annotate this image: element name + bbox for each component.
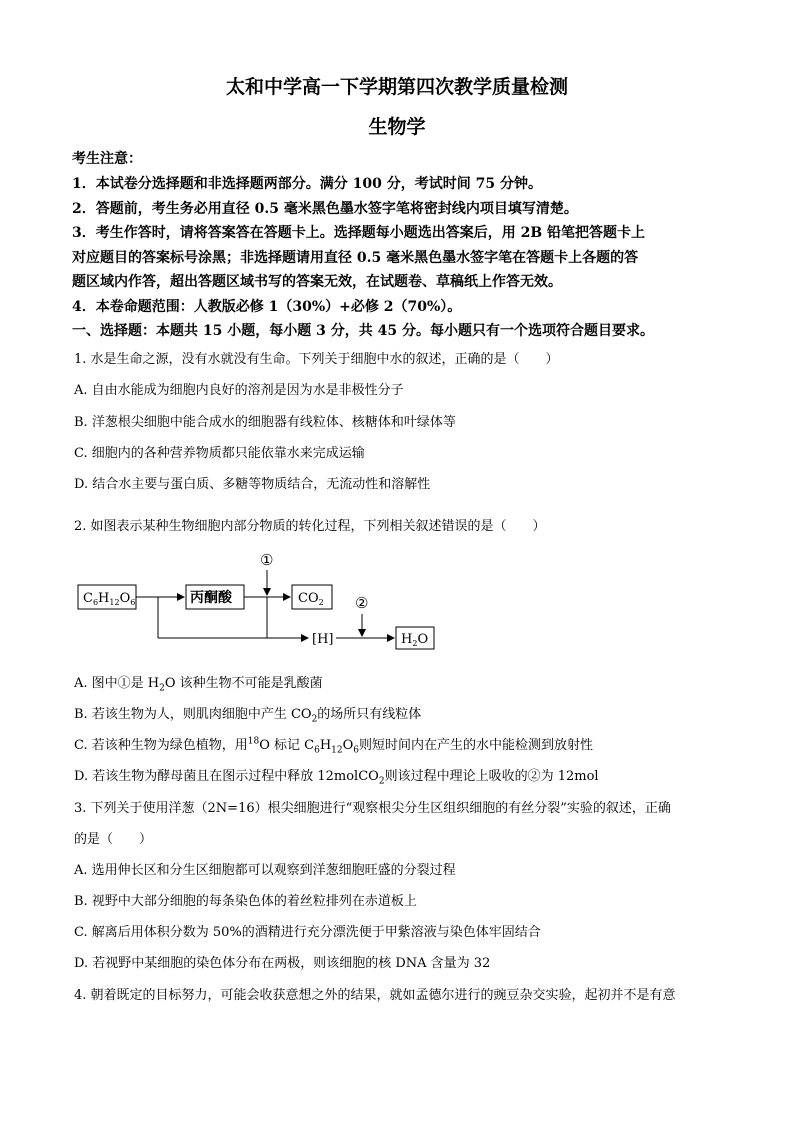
- pyruvate-label: 丙酮酸: [190, 590, 232, 606]
- q2-stem: 2. 如图表示某种生物细胞内部分物质的转化过程，下列相关叙述错误的是（ ）: [74, 519, 546, 534]
- q3-option-b: B. 视野中大部分细胞的每条染色体的着丝粒排列在赤道板上: [74, 894, 417, 909]
- notice-line-2: 2．答题前，考生务必用直径 0.5 毫米黑色墨水签字笔将密封线内项目填写清楚。: [72, 201, 578, 217]
- q3-stem-line1: 3. 下列关于使用洋葱（2N=16）根尖细胞进行“观察根尖分生区组织细胞的有丝分裂”实验的叙述，正确: [74, 801, 671, 816]
- q1-option-a: A. 自由水能成为细胞内良好的溶剂是因为水是非极性分子: [74, 383, 404, 398]
- metabolism-diagram: [74, 548, 444, 658]
- glucose-label: $C_6H_{12}O_6$: [83, 591, 136, 607]
- notice-line-3: 3．考生作答时，请将答案答在答题卡上。选择题每小题选出答案后，用 2B 铅笔把答题卡上: [72, 225, 646, 241]
- co2-label: $CO_2$: [298, 591, 324, 607]
- q1-option-b: B. 洋葱根尖细胞中能合成水的细胞器有线粒体、核糖体和叶绿体等: [74, 415, 456, 430]
- section-heading: 一、选择题：本题共 15 小题，每小题 3 分，共 45 分。每小题只有一个选项符合题目要求。: [72, 323, 654, 339]
- q3-option-a: A. 选用伸长区和分生区细胞都可以观察到洋葱细胞旺盛的分裂过程: [74, 863, 456, 878]
- q3-stem-line2: 的是（ ）: [74, 832, 153, 847]
- q2-option-d: D. 若该生物为酵母菌且在图示过程中释放 12molCO$_2$则该过程中理论上吸收的②为 12mol: [74, 769, 599, 787]
- q1-stem: 1. 水是生命之源，没有水就没有生命。下列关于细胞中水的叙述，正确的是（ ）: [74, 352, 559, 367]
- h-label: [H]: [312, 632, 334, 647]
- q1-option-d: D. 结合水主要与蛋白质、多糖等物质结合，无流动性和溶解性: [74, 477, 431, 492]
- notice-line-6: 4．本卷命题范围：人教版必修 1（30%）+必修 2（70%）。: [72, 299, 462, 315]
- mark-2: ②: [355, 594, 369, 612]
- q2-option-b: B. 若该生物为人，则肌肉细胞中产生 $CO_2$的场所只有线粒体: [74, 707, 422, 725]
- notice-line-4: 对应题目的答案标号涂黑；非选择题请用直径 0.5 毫米黑色墨水签字笔在答题卡上各题的答: [72, 250, 639, 266]
- h2o-label: $H_2O$: [401, 632, 429, 648]
- q1-option-c: C. 细胞内的各种营养物质都只能依靠水来完成运输: [74, 446, 365, 461]
- subject-title: 生物学: [368, 116, 426, 138]
- q3-option-c: C. 解离后用体积分数为 50%的酒精进行充分漂洗便于甲紫溶液与染色体牢固结合: [74, 925, 541, 940]
- q3-option-d: D. 若视野中某细胞的染色体分布在两极，则该细胞的核 DNA 含量为 32: [74, 956, 491, 971]
- notice-line-5: 题区域内作答，超出答题区域书写的答案无效，在试题卷、草稿纸上作答无效。: [72, 274, 562, 290]
- notice-line-1: 1．本试卷分选择题和非选择题两部分。满分 100 分，考试时间 75 分钟。: [72, 176, 542, 192]
- notice-heading: 考生注意：: [72, 151, 142, 167]
- q2-option-a: A. 图中①是 $H_2O$ 该种生物不可能是乳酸菌: [74, 676, 323, 694]
- q2-option-c: C. 若该种生物为绿色植物，用$^{18}$O 标记 $C_6H_{12}O_6$则短时间内在产生的水中能检测到放射性: [74, 736, 594, 756]
- mark-1: ①: [260, 551, 274, 569]
- exam-title: 太和中学高一下学期第四次教学质量检测: [225, 76, 568, 98]
- q4-stem-line1: 4. 朝着既定的目标努力，可能会收获意想之外的结果，就如孟德尔进行的豌豆杂交实验，起初并不是有意: [74, 988, 676, 1003]
